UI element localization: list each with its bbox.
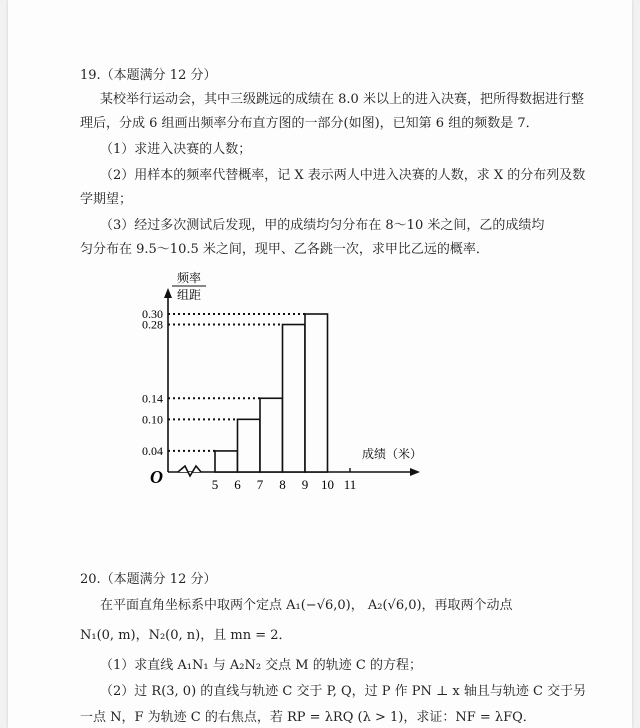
frequency-histogram: [128, 268, 428, 496]
q20-line2: N₁(0, m)，N₂(0, n)，且 mn = 2．: [80, 628, 292, 643]
histogram-bar: [283, 325, 306, 472]
x-tick-label: 5: [211, 477, 219, 492]
x-tick-label: 11: [343, 477, 357, 492]
chart-marks: [142, 307, 356, 492]
histogram-bar: [260, 398, 283, 472]
q19-item2-line1: （2）用样本的频率代替概率，记 X 表示两人中进入决赛的人数，求 X 的分布列及数: [100, 168, 586, 183]
histogram-bar: [238, 419, 261, 472]
ylabel-top: 频率: [176, 271, 202, 285]
y-tick-label: 0.10: [142, 412, 163, 427]
x-tick-label: 8: [279, 477, 286, 492]
axis-break-mark: [178, 466, 201, 476]
y-tick-label: 0.30: [142, 307, 163, 321]
y-tick-label: 0.04: [142, 443, 163, 458]
exam-page: [8, 0, 632, 728]
q20-item2-line1: （2）过 R(3, 0) 的直线与轨迹 C 交于 P, Q，过 P 作 PN ⊥ x 轴且与轨迹 C 交于另: [100, 684, 587, 699]
q20-header: 20.（本题满分 12 分）: [80, 572, 217, 587]
q19-header: 19.（本题满分 12 分）: [80, 68, 217, 83]
x-tick-label: 7: [256, 477, 264, 492]
q20-line1: 在平面直角坐标系中取两个定点 A₁(−√6,0)， A₂(√6,0)，再取两个动点: [100, 598, 513, 613]
q20-item2-line2: 一点 N，F 为轨迹 C 的右焦点，若 RP = λRQ (λ > 1)，求证：NF = λFQ．: [80, 710, 536, 725]
q19-para1-line2: 理后，分成 6 组画出频率分布直方图的一部分(如图)，已知第 6 组的频数是 7．: [80, 116, 539, 131]
y-axis-arrow: [164, 288, 172, 298]
q19-item2-line2: 学期望；: [80, 192, 133, 207]
x-axis-arrow: [410, 468, 420, 476]
x-tick-label: 10: [321, 477, 334, 492]
q19-item1: （1）求进入决赛的人数；: [100, 142, 252, 157]
origin-label: O: [150, 467, 163, 487]
xlabel: 成绩（米）: [362, 447, 423, 461]
histogram-bar: [305, 314, 328, 472]
x-tick-label: 9: [301, 477, 309, 492]
ylabel-bottom: 组距: [176, 288, 202, 302]
q19-item3-line2: 匀分布在 9.5～10.5 米之间，现甲、乙各跳一次，求甲比乙远的概率．: [80, 242, 489, 257]
q19-para1-line1: 某校举行运动会，其中三级跳远的成绩在 8.0 米以上的进入决赛，把所得数据进行整: [100, 92, 584, 107]
q19-item3-line1: （3）经过多次测试后发现，甲的成绩均匀分布在 8～10 米之间，乙的成绩均: [100, 218, 545, 233]
q20-item1: （1）求直线 A₁N₁ 与 A₂N₂ 交点 M 的轨迹 C 的方程；: [100, 658, 422, 673]
x-tick-label: 6: [234, 477, 241, 492]
y-tick-label: 0.28: [142, 317, 163, 332]
y-tick-label: 0.14: [142, 391, 163, 406]
histogram-bar: [215, 451, 238, 472]
